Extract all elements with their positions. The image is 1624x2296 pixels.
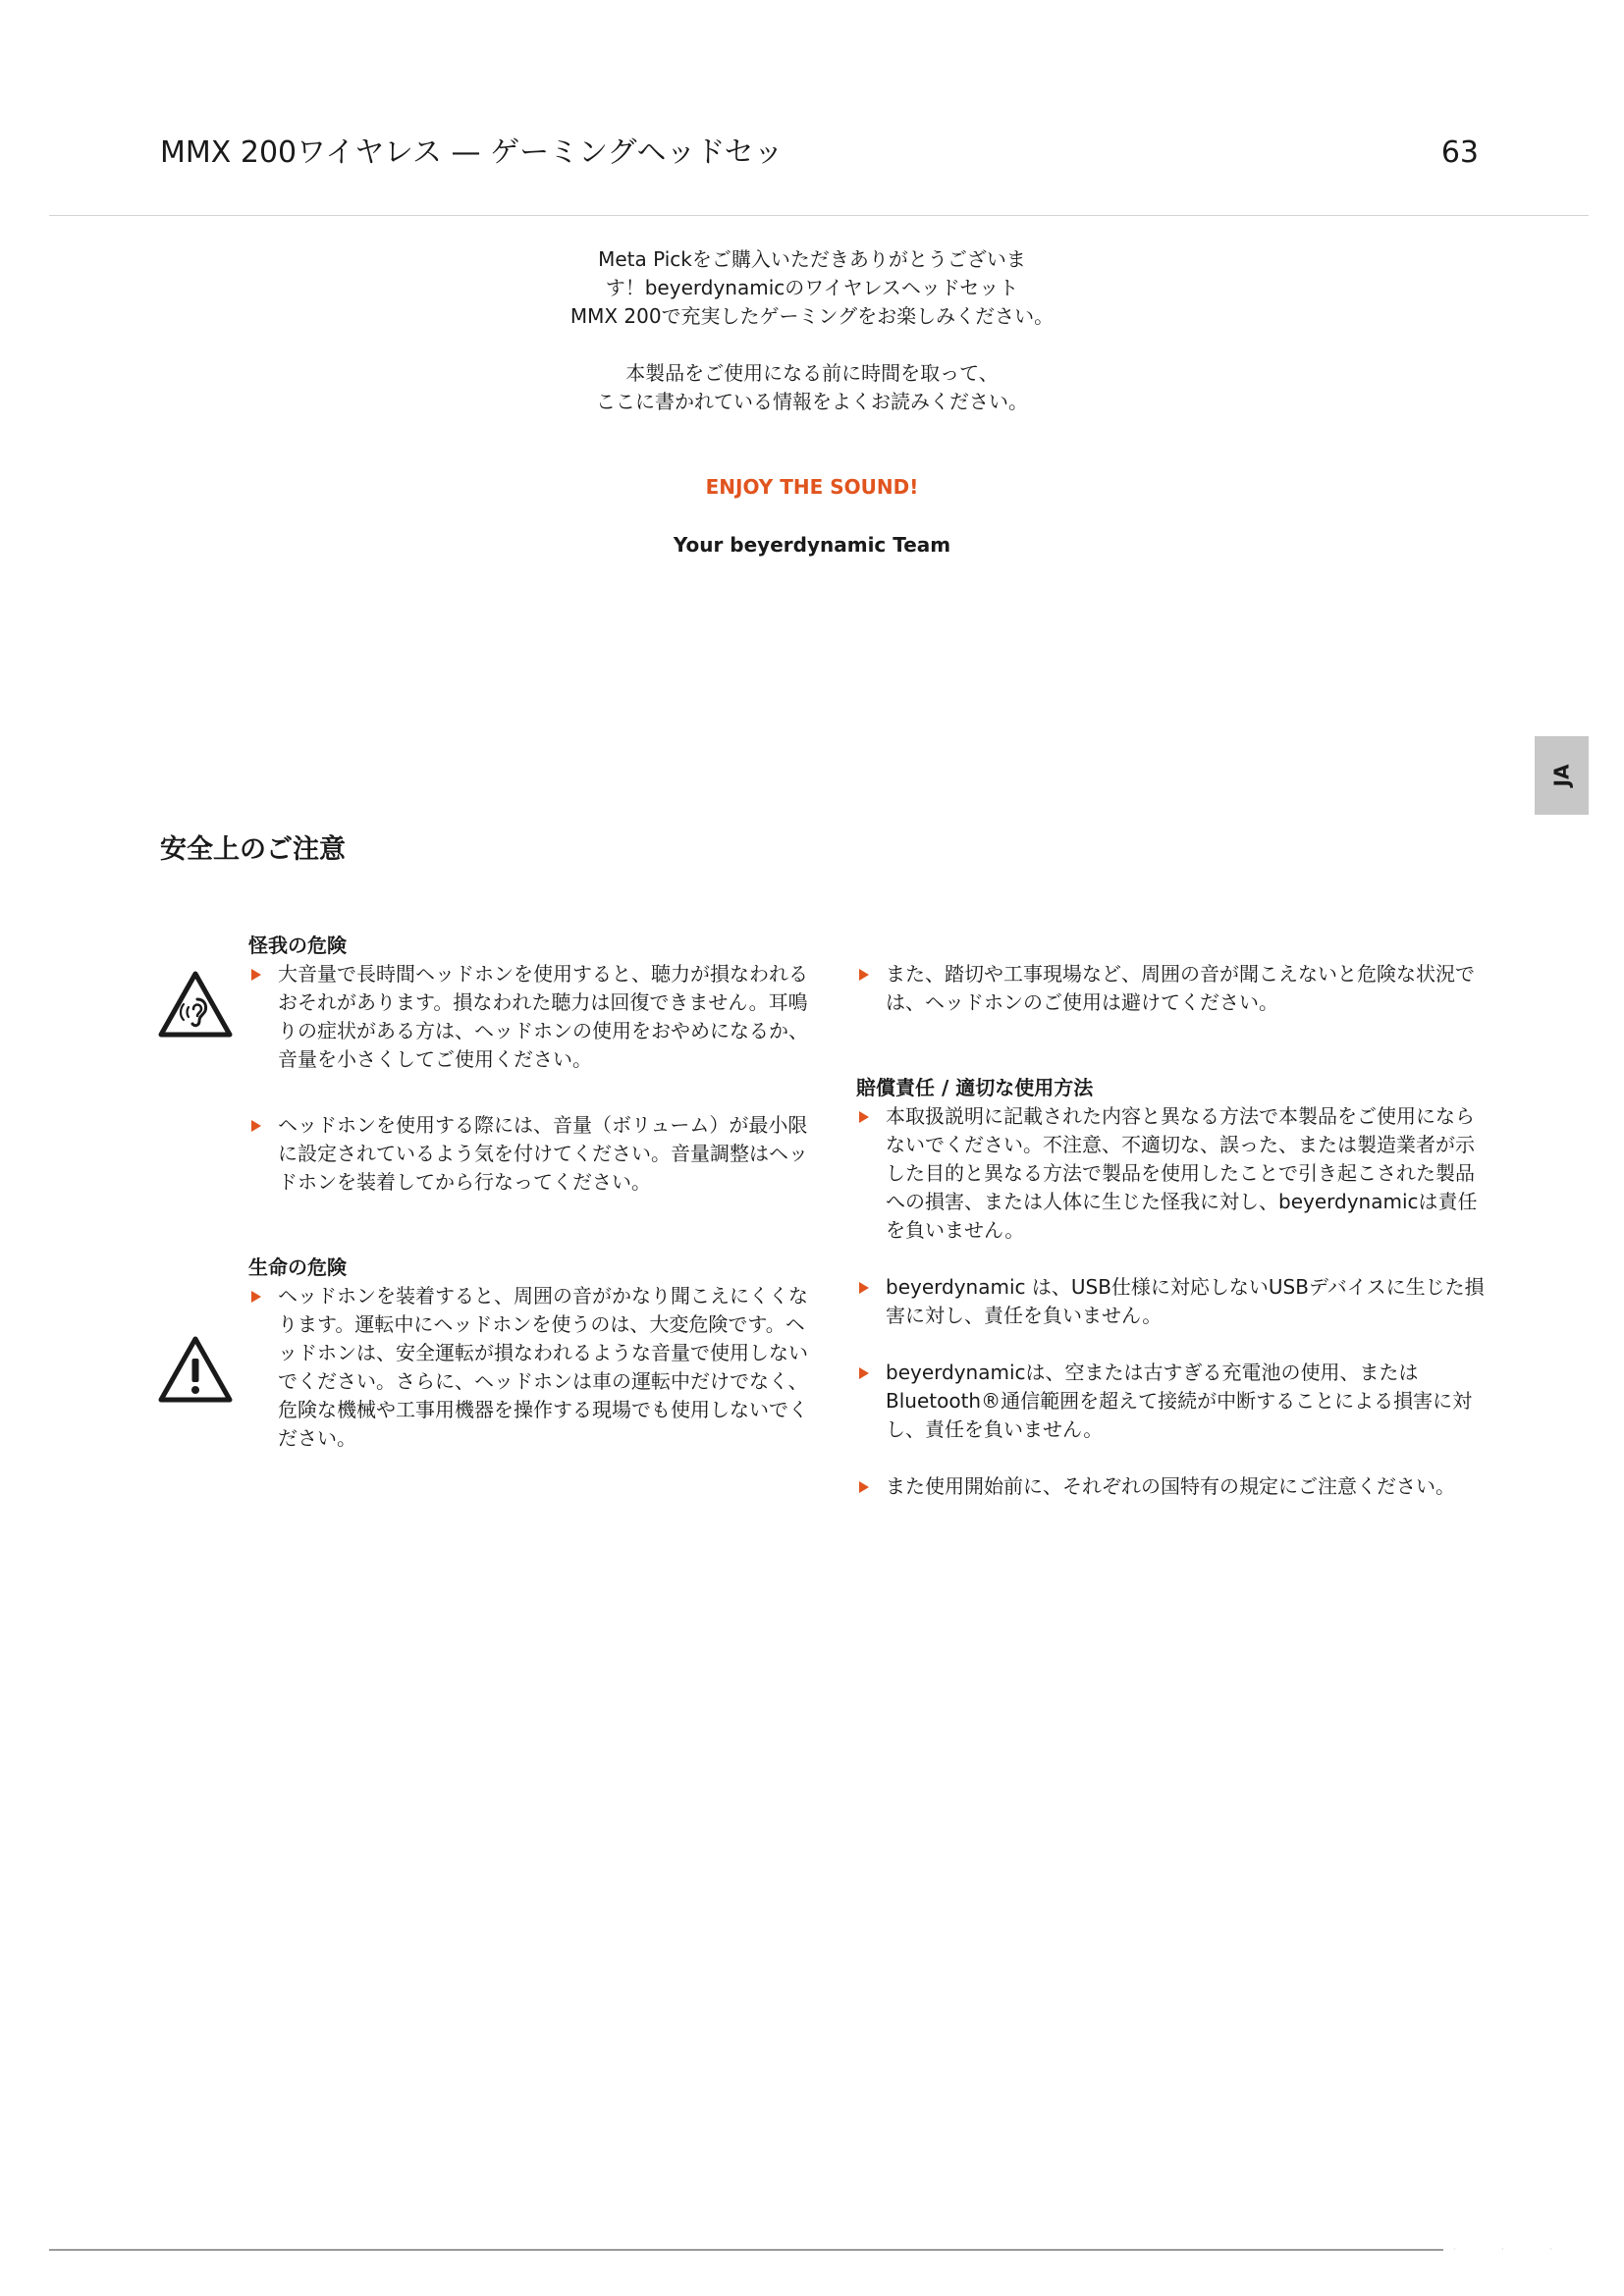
intro-line-4: 本製品をご使用になる前に時間を取って、: [625, 361, 999, 385]
language-tab[interactable]: [1535, 736, 1589, 815]
bullet-arrow-icon: [859, 1481, 869, 1493]
bullet-text: beyerdynamicは、空または古すぎる充電池の使用、またはBluetooth®通信範囲を超えて接続が中断することによる損害に対し、責任を負いません。: [886, 1361, 1473, 1441]
bullet-text: ヘッドホンを使用する際には、音量（ボリューム）が最小限に設定されているよう気を付けてください。音量調整はヘッドホンを装着してから行なってください。: [278, 1113, 808, 1194]
left-column: [248, 932, 818, 1453]
team-signature: Your beyerdynamic Team: [673, 533, 951, 557]
bullet-arrow-icon: [859, 1111, 869, 1123]
intro-text: [0, 245, 1624, 416]
bullet-text: 大音量で長時間ヘッドホンを使用すると、聴力が損なわれるおそれがあります。損なわれた聴力は回復できません。耳鳴りの症状がある方は、ヘッドホンの使用をおやめになるか、音量を小さくしてご使用ください。: [278, 962, 808, 1071]
intro-line-3: MMX 200で充実したゲーミングをお楽しみください。: [569, 304, 1055, 328]
bullet-item: [856, 1273, 1485, 1330]
bullet-arrow-icon: [251, 1120, 261, 1132]
bullet-item: [248, 1282, 818, 1453]
intro-line-2: す！beyerdynamicのワイヤレスヘッドセット: [605, 276, 1019, 299]
safety-section-title: 安全上のご注意: [160, 834, 346, 865]
bullet-arrow-icon: [251, 1291, 261, 1303]
bullet-item: [856, 1102, 1485, 1245]
bullet-arrow-icon: [859, 969, 869, 981]
intro-line-1: Meta Pickをご購入いただきありがとうございま: [598, 247, 1026, 271]
footer-dots: · · ·: [1453, 2245, 1574, 2254]
page-header-title: MMX 200ワイヤレス — ゲーミングヘッドセッ: [160, 135, 784, 170]
life-heading: 生命の危険: [248, 1255, 347, 1279]
bullet-arrow-icon: [859, 1282, 869, 1294]
bullet-item: [856, 960, 1485, 1017]
bullet-text: ヘッドホンを装着すると、周囲の音がかなり聞こえにくくなります。運転中にヘッドホンを使うのは、大変危険です。ヘッドホンは、安全運転が損なわれるような音量で使用しないでください。さらに、ヘッドホンは車の運転中だけでなく、危険な機械や工事用機器を操作する現場でも使用しないでください。: [278, 1284, 808, 1450]
bullet-item: [248, 1111, 818, 1197]
bullet-item: [856, 1472, 1485, 1501]
bullet-text: beyerdynamic は、USB仕様に対応しないUSBデバイスに生じた損害に対し、責任を負いません。: [886, 1275, 1485, 1327]
right-column: [856, 960, 1485, 1501]
bullet-text: また、踏切や工事現場など、周囲の音が聞こえないと危険な状況では、ヘッドホンのご使用は避けてください。: [886, 962, 1475, 1014]
bullet-text: また使用開始前に、それぞれの国特有の規定にご注意ください。: [886, 1474, 1455, 1498]
warning-icon: [158, 1335, 233, 1404]
hearing-warning-icon: [158, 970, 233, 1039]
bullet-item: [248, 960, 818, 1074]
injury-heading: 怪我の危険: [248, 934, 347, 957]
bullet-item: [856, 1359, 1485, 1444]
page-number: 63: [1440, 135, 1479, 170]
header-divider: [49, 215, 1589, 216]
bullet-arrow-icon: [859, 1367, 869, 1379]
liability-heading: 賠償責任 / 適切な使用方法: [856, 1076, 1094, 1099]
language-tab-label: JA: [1549, 764, 1574, 787]
bullet-arrow-icon: [251, 969, 261, 981]
bullet-text: 本取扱説明に記載された内容と異なる方法で本製品をご使用にならないでください。不注意、不適切な、誤った、または製造業者が示した目的と異なる方法で製品を使用したことで引き起こされた製品への損害、または人体に生じた怪我に対し、beyerdynamicは責任を負いません。: [886, 1104, 1478, 1242]
intro-line-5: ここに書かれている情報をよくお読みください。: [596, 390, 1028, 413]
footer-divider: [49, 2249, 1443, 2251]
enjoy-tagline: ENJOY THE SOUND!: [705, 475, 919, 499]
